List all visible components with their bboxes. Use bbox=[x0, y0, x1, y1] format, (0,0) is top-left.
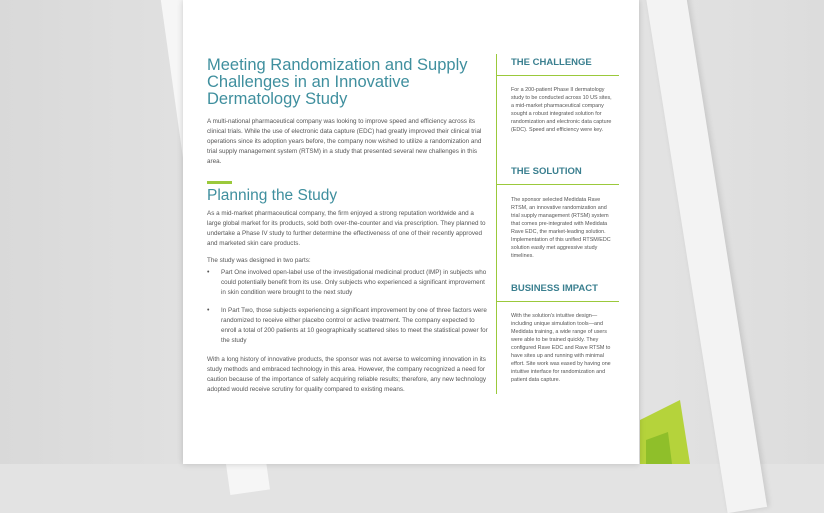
solution-text: The sponsor selected Medidata Rave RTSM, an innovative randomization and trial supply management (RTSM) system that comes pre-integrated with Medidata Rave EDC, the market-leading solution. Implementation of this unified RTSM/EDC solution easily met aggressive study timelines. bbox=[511, 197, 611, 259]
innovation-paragraph: With a long history of innovative products, the sponsor was not averse to welcoming innovation in its study methods and embraced technology in this area. However, the company recognized a need for caution because of the importance of safely acquiring reliable results; therefore, any new technology adopted would receive scrutiny for quality compared to existing means. bbox=[207, 356, 486, 393]
list-item bbox=[207, 306, 489, 346]
section-title: Planning the Study bbox=[207, 187, 338, 204]
intro-paragraph: A multi-national pharmaceutical company was looking to improve speed and efficiency across its clinical trials. While the use of electronic data capture (EDC) had greatly improved their clinical trial operations since its adoption years before, the company now wished to utilize a randomization and trial supply management system (RTSM) in a study that presented several new challenges in this area. bbox=[207, 118, 482, 165]
section-accent-bar bbox=[207, 181, 232, 184]
document-title: Meeting Randomization and Supply Challenges in an Innovative Dermatology Study bbox=[207, 56, 468, 108]
sidebar bbox=[496, 54, 619, 394]
challenge-text: For a 200-patient Phase II dermatology study to be conducted across 10 US sites, a mid-market pharmaceutical company sought a robust integrated solution for randomization and electronic data capture (EDC). Speed and efficiency were key. bbox=[511, 87, 612, 133]
planning-paragraph: As a mid-market pharmaceutical company, the firm enjoyed a strong reputation worldwide and a large global market for its products, sold both over-the-counter and via prescription. They planned to undertake a Phase IV study to further determine the effectiveness of one of their recently approved and marketed skin care products. bbox=[207, 210, 486, 247]
solution-heading: THE SOLUTION bbox=[511, 166, 582, 177]
bullet-glyph: • bbox=[207, 307, 210, 314]
solution-divider bbox=[497, 184, 619, 185]
list-item bbox=[207, 268, 489, 298]
list-item-text: In Part Two, those subjects experiencing a significant improvement by one of three factors were randomized to receive either placebo control or active treatment. The company expected to enroll a total of 200 patients at 10 geographically scattered sites to meet the statistical power for the study bbox=[221, 307, 488, 344]
impact-heading: BUSINESS IMPACT bbox=[511, 283, 598, 294]
impact-text: With the solution's intuitive design—including unique simulation tools—and Medidata training, a wide range of users were able to be trained quickly. They configured Rave EDC and Rave RTSM to have sites up and running with minimal effort. Site work was eased by having one intuitive interface for randomization and patient data capture. bbox=[511, 313, 611, 383]
challenge-heading: THE CHALLENGE bbox=[511, 57, 592, 68]
impact-divider bbox=[497, 301, 619, 302]
bullet-glyph: • bbox=[207, 269, 210, 276]
challenge-divider bbox=[497, 75, 619, 76]
document-page bbox=[183, 0, 639, 464]
study-parts-list bbox=[207, 268, 489, 354]
list-item-text: Part One involved open-label use of the investigational medicinal product (IMP) in subjects who could potentially benefit from its use. Only subjects who experienced a significant improvement in skin condition were brought to the next study bbox=[221, 269, 487, 296]
study-design-paragraph: The study was designed in two parts: bbox=[207, 257, 311, 264]
